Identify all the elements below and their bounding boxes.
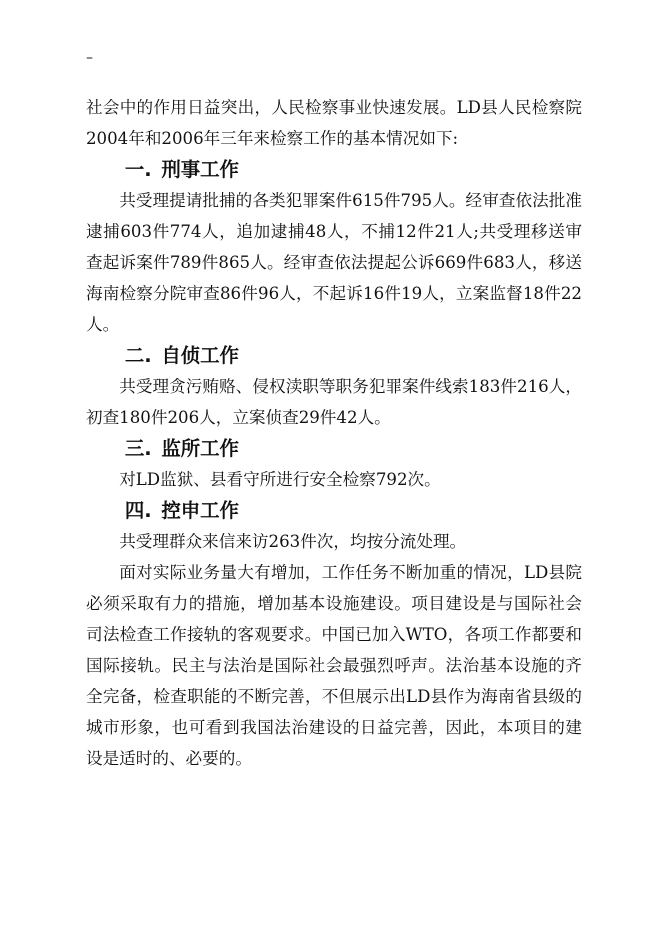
section-title: 刑事工作 (161, 158, 239, 181)
section-text-criminal: 共受理提请批捕的各类犯罪案件615件795人。经审查依法批准逮捕603件774人，追加逮捕48人，不捕12件21人;共受理移送审查起诉案件789件865人。经审查依法提起公诉669件683人，移送海南检察分院审查86件96人，不起诉16件19人，立案监督18件22人。 (86, 191, 582, 334)
section-text-complaints: 共受理群众来信来访263件次，均按分流处理。 (119, 532, 467, 551)
document-body (86, 92, 582, 774)
top-mark: – (86, 50, 93, 66)
section-heading-complaints (86, 495, 582, 526)
section-title: 控申工作 (161, 499, 239, 522)
section-text-self-investigation: 共受理贪污贿赂、侵权渎职等职务犯罪案件线索183件216人，初查180件206人，立案侦查29件42人。 (86, 377, 582, 427)
section-number: 三. (124, 437, 152, 460)
section-text-prison: 对LD监狱、县看守所进行安全检察792次。 (119, 470, 441, 489)
section-number: 二. (124, 344, 152, 367)
section-number: 四. (124, 499, 152, 522)
section-number: 一. (124, 158, 152, 181)
section-title: 监所工作 (161, 437, 239, 460)
section-title: 自侦工作 (161, 344, 239, 367)
conclusion-paragraph: 面对实际业务量大有增加，工作任务不断加重的情况，LD县院必须采取有力的措施，增加基本设施建设。项目建设是与国际社会司法检查工作接轨的客观要求。中国已加入WTO，各项工作都要和国际接轨。民主与法治是国际社会最强烈呼声。法治基本设施的齐全完备，检查职能的不断完善，不但展示出LD县作为海南省县级的城市形象，也可看到我国法治建设的日益完善，因此，本项目的建设是适时的、必要的。 (86, 563, 582, 768)
section-heading-self-investigation (86, 340, 582, 371)
intro-paragraph: 社会中的作用日益突出，人民检察事业快速发展。LD县人民检察院2004年和2006年三年来检察工作的基本情况如下: (86, 98, 582, 148)
section-heading-criminal (86, 154, 582, 185)
section-heading-prison (86, 433, 582, 464)
